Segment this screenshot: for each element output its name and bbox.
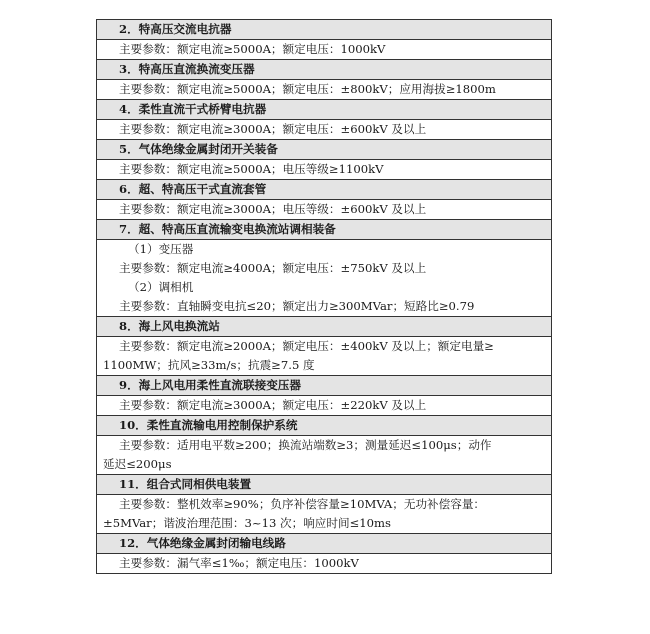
item-heading: 4．柔性直流干式桥臂电抗器 [97, 100, 552, 120]
parameter-table-document [96, 19, 552, 574]
item-heading: 2．特高压交流电抗器 [97, 20, 552, 40]
item-parameters: 主要参数：漏气率≤1‰；额定电压：1000kV [97, 554, 552, 574]
item-heading: 12．气体绝缘金属封闭输电线路 [97, 534, 552, 554]
item-parameters: 主要参数：额定电流≥5000A；额定电压：1000kV [97, 40, 552, 60]
item-heading: 7．超、特高压直流输变电换流站调相装备 [97, 220, 552, 240]
item-parameters: 主要参数：额定电流≥3000A；额定电压：±600kV 及以上 [97, 120, 552, 140]
item-heading: 10．柔性直流输电用控制保护系统 [97, 416, 552, 436]
item-heading: 8．海上风电换流站 [97, 317, 552, 337]
item-heading: 6．超、特高压干式直流套管 [97, 180, 552, 200]
item-parameters: 主要参数：额定电流≥5000A；额定电压：±800kV；应用海拔≥1800m [97, 80, 552, 100]
item-parameters: 主要参数：整机效率≥90%；负序补偿容量≥10MVA；无功补偿容量： ±5MVar；谐波治理范围：3~13 次；响应时间≤10ms [97, 495, 552, 534]
item-heading: 3．特高压直流换流变压器 [97, 60, 552, 80]
item-heading: 5．气体绝缘金属封闭开关装备 [97, 140, 552, 160]
equipment-parameter-table [96, 19, 552, 574]
item-parameters: （1）变压器 主要参数：额定电流≥4000A；额定电压：±750kV 及以上 （2）调相机 主要参数：直轴瞬变电抗≤20；额定出力≥300MVar；短路比≥0.79 [97, 240, 552, 317]
item-parameters: 主要参数：适用电平数≥200；换流站端数≥3；测量延迟≤100μs；动作 延迟≤200μs [97, 436, 552, 475]
item-heading: 11．组合式同相供电装置 [97, 475, 552, 495]
item-parameters: 主要参数：额定电流≥3000A；额定电压：±220kV 及以上 [97, 396, 552, 416]
item-heading: 9．海上风电用柔性直流联接变压器 [97, 376, 552, 396]
item-parameters: 主要参数：额定电流≥3000A；电压等级：±600kV 及以上 [97, 200, 552, 220]
item-parameters: 主要参数：额定电流≥5000A；电压等级≥1100kV [97, 160, 552, 180]
item-parameters: 主要参数：额定电流≥2000A；额定电压：±400kV 及以上；额定电量≥ 1100MW；抗风≥33m/s；抗震≥7.5 度 [97, 337, 552, 376]
